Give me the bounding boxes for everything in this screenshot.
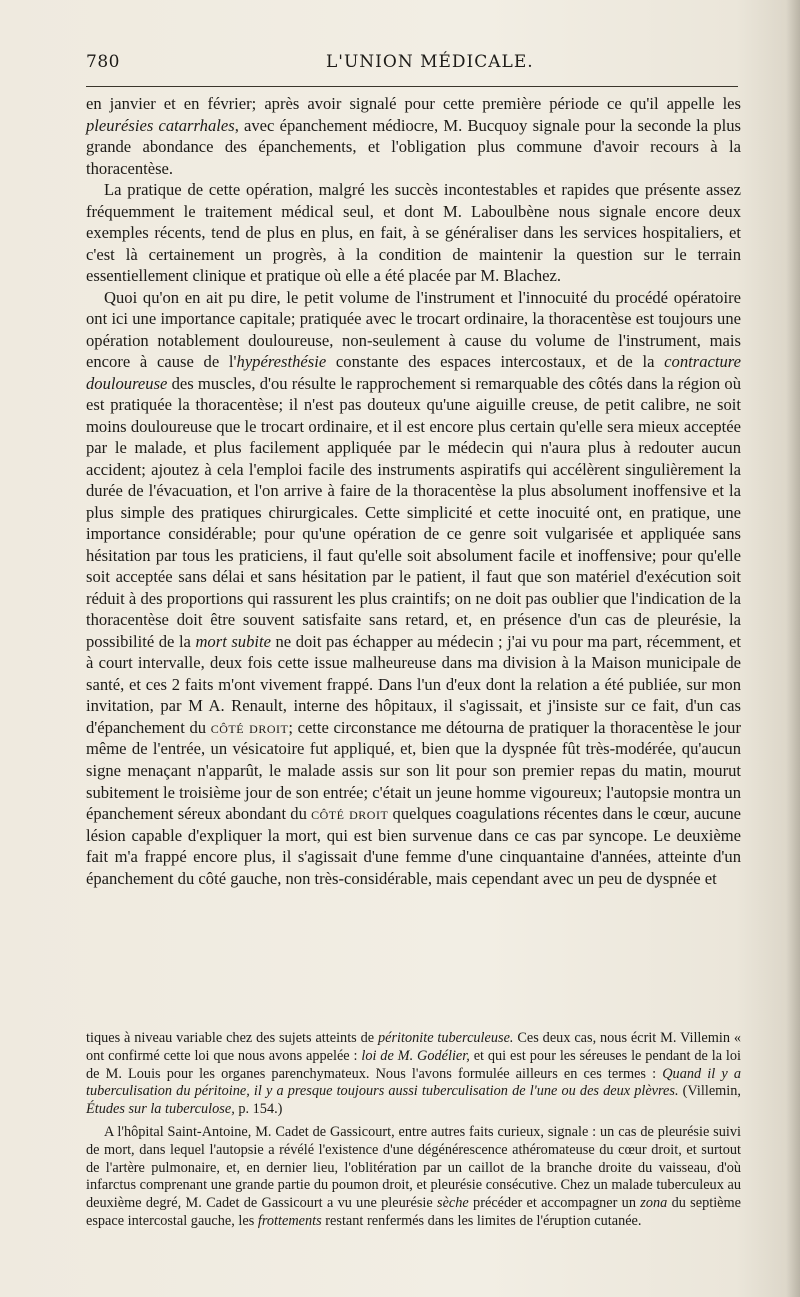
- text-run: précéder et accompagner un: [468, 1195, 641, 1212]
- italic-phrase: pleurésies catarrhales: [86, 115, 235, 135]
- italic-phrase: Quand il y a tuberculisation du péritoine, il y a presque toujours aussi tuberculisation de l'une ou des deux plèvres.: [86, 1065, 741, 1100]
- italic-phrase: Études sur la tuberculose,: [86, 1101, 235, 1118]
- footnote-2: [86, 1124, 741, 1231]
- italic-phrase: frottements: [257, 1212, 322, 1229]
- italic-phrase: péritonite tuberculeuse.: [377, 1030, 514, 1046]
- text-run: quelques coagulations récentes dans le cœur, aucune lésion capable d'expliquer la mort, qui est bien survenue dans ce cas par syncope. Le deuxième fait m'a frappé encore plus, il s'agissait d'une femme d'une cinquantaine d'années, atteinte d'un épanchement du côté gauche, non très-considérable, mais cependant avec un peu de dyspnée et: [86, 804, 741, 888]
- main-text: [86, 93, 741, 889]
- italic-phrase: zona: [640, 1195, 668, 1212]
- paragraph-1: [86, 93, 741, 179]
- footnote-1: [86, 1030, 741, 1119]
- text-run: , avec épanchement médiocre, M. Bucquoy signale pour la seconde la plus grande abondance des épanchements, et l'obligation plus commune d'avoir recours à la thoracentèse.: [86, 115, 741, 178]
- text-run: A l'hôpital Saint-Antoine, M. Cadet de Gassicourt, entre autres faits curieux, signale : un cas de pleurésie suivi de mort, dans lequel l'autopsie a révélé l'existence d'une dégénérescence athéromateuse du cœur droit, et surtout de l'artère pulmonaire, et, en dernier lieu, l'oblitération par un caillot de la branche droite du vaisseau, d'où infarctus comprenant une grande partie du poumon droit, et pleurésie consécutive. Chez un malade tuberculeux au deuxième degré, M. Cadet de Gassicourt a vu une pleurésie: [86, 1123, 741, 1212]
- small-caps-phrase: côté droit: [311, 804, 389, 824]
- italic-phrase: contracture douloureuse: [86, 352, 741, 393]
- text-run: Quoi qu'on en ait pu dire, le petit volume de l'instrument et l'innocuité du procédé opératoire ont ici une importance capitale; pratiquée avec le trocart ordinaire, la thoracentèse est toujours une opération notablement douloureuse, non-seulement à cause du volume de l'instrument, mais encore à cause de l': [86, 287, 741, 372]
- text-run: ; cette circonstance me détourna de pratiquer la thoracentèse le jour même de l'entrée, un vésicatoire fut appliqué, et, bien que la dyspnée fût très-modérée, qu'aucun signe menaçant n'apparût, le malade assis sur son lit pour son premier repas du matin, mourut subitement le troisième jour de son entrée; c'était un jeune homme vigoureux; l'autopsie montra un épanchement séreux abondant du: [86, 717, 742, 824]
- italic-phrase: hypéresthésie: [236, 352, 327, 372]
- italic-phrase: sèche: [437, 1195, 469, 1212]
- paragraph-3: [86, 287, 741, 889]
- italic-phrase: mort subite: [195, 631, 271, 651]
- small-caps-phrase: côté droit: [210, 717, 289, 737]
- text-run: p. 154.): [234, 1101, 283, 1118]
- text-run: tiques à niveau variable chez des sujets atteints de: [86, 1030, 378, 1046]
- text-run: des muscles, d'ou résulte le rapprochement si remarquable des côtés dans la région où est pratiquée la thoracentèse; il n'est pas douteux qu'une aiguille creuse, de petit calibre, ne soit moins douloureuse que le trocart ordinaire, et il est encore plus certain qu'elle sera mieux acceptée par le malade, et plus facilement appliquée par le médecin qui n'aura plus à redouter aucun accident; ajoutez à cela l'emploi facile des instruments aspiratifs qui accélèrent singulièrement la durée de l'évacuation, et l'on arrive à faire de la thoracentèse la plus absolument inoffensive et la plus simple des pratiques chirurgicales. Cette simplicité et cette inocuité ont, en pratique, une importance considérable; pour qu'une opération de ce genre soit vulgarisée et appliquée sans hésitation par tous les praticiens, il faut qu'elle soit absolument facile et inoffensive; pour qu'elle soit acceptée sans délai et sans hésitation par le patient, il faut que son matériel d'exécution soit réduit à des proportions qui rassurent les plus craintifs; on ne doit pas oublier que l'indication de la thoracentèse doit être souvent satisfaite sans retard, et, en présence d'un cas de pleurésie, la possibilité de la: [86, 373, 741, 651]
- text-run: du septième espace intercostal gauche, les: [86, 1195, 741, 1229]
- header-rule: [86, 86, 738, 87]
- text-run: constante des espaces intercostaux, et de la: [326, 352, 665, 372]
- text-run: Ces deux cas, nous écrit M. Villemin « ont confirmé cette loi que nous avons appelée :: [86, 1030, 741, 1064]
- page-header: [86, 52, 738, 76]
- page-number: 780: [86, 52, 120, 72]
- text-run: La pratique de cette opération, malgré les succès incontestables et rapides que présente assez fréquemment le traitement médical seul, et dont M. Laboulbène nous signale encore deux exemples récents, tend de plus en plus, en fait, à se généraliser dans les services hospitaliers, et c'est là certainement un progrès, à la condition de maintenir la question sur le terrain essentiellement clinique et pratique où elle a été placée par M. Blachez.: [86, 180, 741, 286]
- text-run: (Villemin,: [678, 1083, 741, 1100]
- text-run: en janvier et en février; après avoir signalé pour cette première période ce qu'il appelle les: [86, 94, 741, 113]
- italic-phrase: loi de M. Godélier,: [361, 1047, 470, 1064]
- paragraph-2: [86, 179, 741, 287]
- text-run: ne doit pas échapper au médecin ; j'ai vu pour ma part, récemment, et à court intervalle, deux fois cette issue malheureuse dans ma division à la Maison municipale de santé, et ces 2 faits m'ont vivement frappé. Dans l'un d'eux dont la relation a été publiée, sur mon invitation, par M A. Renault, interne des hôpitaux, il s'agissait, et j'insiste sur ce fait, d'un cas d'épanchement du: [86, 631, 741, 737]
- running-head: L'UNION MÉDICALE.: [326, 52, 534, 72]
- text-run: restant renfermés dans les limites de l'éruption cutanée.: [321, 1212, 642, 1229]
- text-run: et qui est pour les séreuses le pendant de la loi de M. Louis pour les organes parenchymateux. Nous l'avons formulée ailleurs en ces termes :: [86, 1047, 741, 1082]
- page-edge-shadow: [786, 0, 800, 1297]
- footnotes: [86, 1030, 741, 1231]
